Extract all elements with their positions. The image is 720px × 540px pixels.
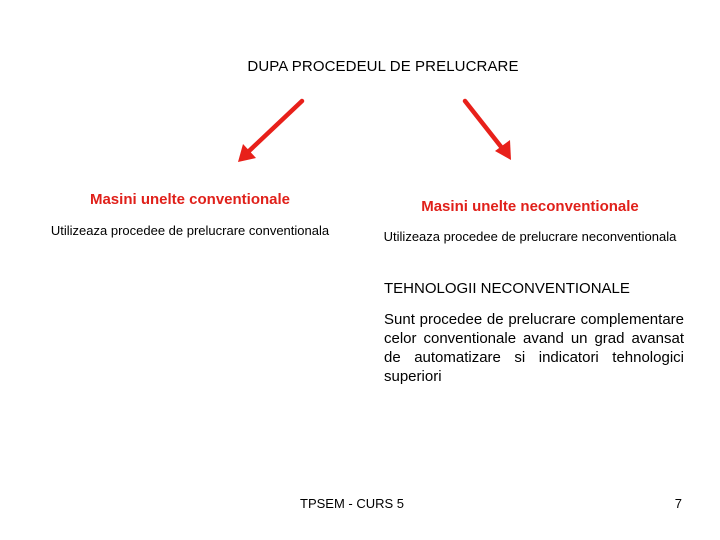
diagram-heading: DUPA PROCEDEUL DE PRELUCRARE [247,58,519,75]
left-branch-description: Utilizeaza procedee de prelucrare conventionala [50,223,330,238]
footer-course-label: TPSEM - CURS 5 [300,496,405,511]
page-number: 7 [674,496,682,511]
left-branch-title: Masini unelte conventionale [89,191,291,208]
tech-section-body: Sunt procedee de prelucrare complementare celor conventionale avand un grad avansat de automatizare si indicatori tehnologici superiori [384,311,684,385]
tech-section-heading: TEHNOLOGII NECONVENTIONALE [384,280,630,297]
right-branch-description: Utilizeaza procedee de prelucrare neconventionala [383,229,677,244]
right-arrow [465,101,511,160]
left-arrow [238,101,302,162]
right-branch-title: Masini unelte neconventionale [421,198,639,215]
